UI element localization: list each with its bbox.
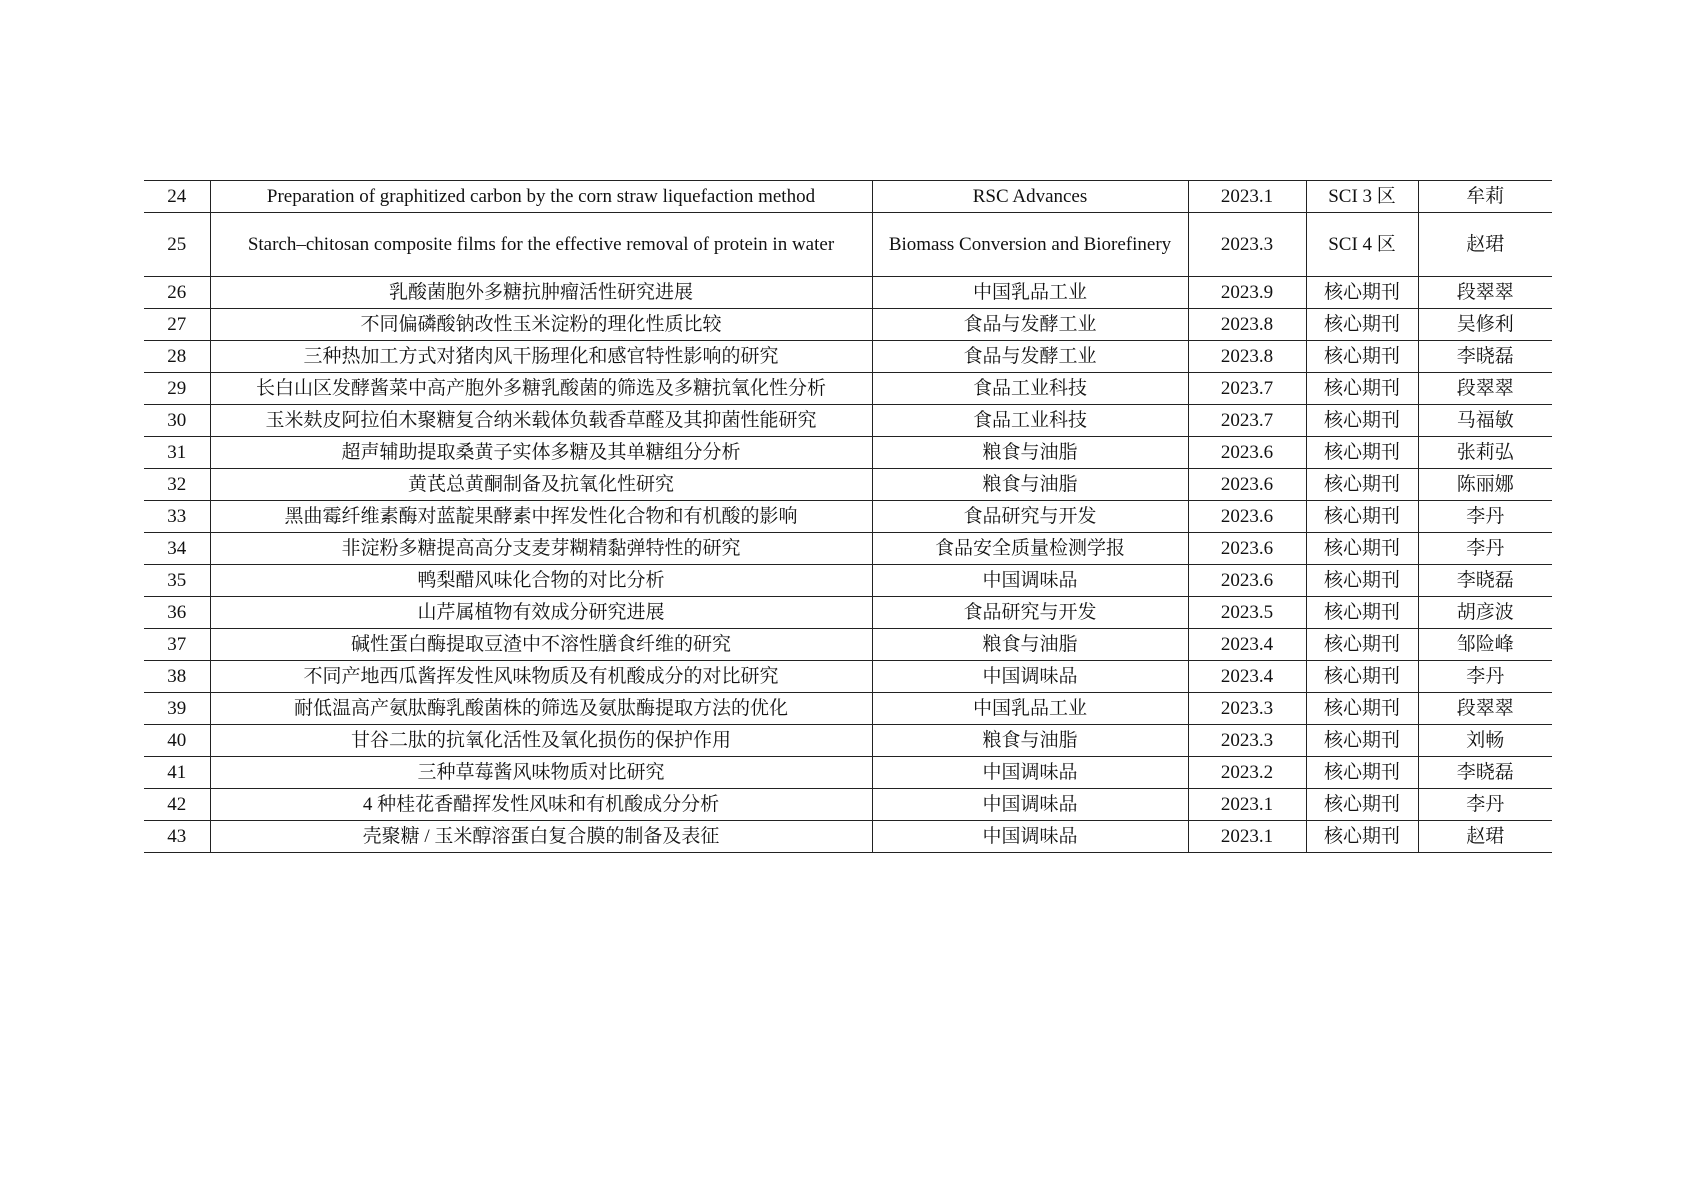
journal-level-cell: 核心期刊: [1306, 469, 1418, 501]
table-row: [144, 341, 1552, 373]
journal-cell: 食品工业科技: [872, 373, 1188, 405]
journal-cell: 粮食与油脂: [872, 469, 1188, 501]
author-cell: 马福敏: [1418, 405, 1552, 437]
paper-title-cell: 不同产地西瓜酱挥发性风味物质及有机酸成分的对比研究: [210, 661, 872, 693]
row-number-cell: 42: [144, 789, 210, 821]
publish-date-cell: 2023.6: [1188, 533, 1306, 565]
row-number-cell: 27: [144, 309, 210, 341]
publish-date-cell: 2023.3: [1188, 693, 1306, 725]
author-cell: 段翠翠: [1418, 373, 1552, 405]
paper-title-cell: 不同偏磷酸钠改性玉米淀粉的理化性质比较: [210, 309, 872, 341]
paper-title-cell: 鸭梨醋风味化合物的对比分析: [210, 565, 872, 597]
journal-level-cell: 核心期刊: [1306, 565, 1418, 597]
publish-date-cell: 2023.7: [1188, 373, 1306, 405]
journal-cell: 食品与发酵工业: [872, 341, 1188, 373]
publish-date-cell: 2023.1: [1188, 789, 1306, 821]
author-cell: 赵珺: [1418, 821, 1552, 853]
author-cell: 胡彦波: [1418, 597, 1552, 629]
journal-level-cell: 核心期刊: [1306, 757, 1418, 789]
publish-date-cell: 2023.6: [1188, 565, 1306, 597]
row-number-cell: 37: [144, 629, 210, 661]
table-row: [144, 789, 1552, 821]
row-number-cell: 38: [144, 661, 210, 693]
journal-cell: 中国调味品: [872, 821, 1188, 853]
row-number-cell: 40: [144, 725, 210, 757]
table-row: [144, 757, 1552, 789]
row-number-cell: 43: [144, 821, 210, 853]
journal-cell: 粮食与油脂: [872, 725, 1188, 757]
row-number-cell: 33: [144, 501, 210, 533]
table-row: [144, 661, 1552, 693]
journal-cell: Biomass Conversion and Biorefinery: [872, 213, 1188, 277]
journal-cell: 食品研究与开发: [872, 501, 1188, 533]
author-cell: 邹险峰: [1418, 629, 1552, 661]
row-number-cell: 36: [144, 597, 210, 629]
table-row: [144, 437, 1552, 469]
author-cell: 李晓磊: [1418, 757, 1552, 789]
publish-date-cell: 2023.2: [1188, 757, 1306, 789]
journal-level-cell: 核心期刊: [1306, 373, 1418, 405]
journal-level-cell: 核心期刊: [1306, 533, 1418, 565]
author-cell: 吴修利: [1418, 309, 1552, 341]
publish-date-cell: 2023.3: [1188, 725, 1306, 757]
journal-level-cell: 核心期刊: [1306, 501, 1418, 533]
journal-level-cell: 核心期刊: [1306, 661, 1418, 693]
journal-level-cell: 核心期刊: [1306, 725, 1418, 757]
journal-cell: 中国调味品: [872, 565, 1188, 597]
publish-date-cell: 2023.5: [1188, 597, 1306, 629]
author-cell: 张莉弘: [1418, 437, 1552, 469]
publish-date-cell: 2023.9: [1188, 277, 1306, 309]
journal-level-cell: 核心期刊: [1306, 309, 1418, 341]
publications-table: [144, 180, 1552, 853]
paper-title-cell: 黑曲霉纤维素酶对蓝靛果酵素中挥发性化合物和有机酸的影响: [210, 501, 872, 533]
author-cell: 李晓磊: [1418, 565, 1552, 597]
table-row: [144, 309, 1552, 341]
paper-title-cell: 三种热加工方式对猪肉风干肠理化和感官特性影响的研究: [210, 341, 872, 373]
author-cell: 李丹: [1418, 501, 1552, 533]
paper-title-cell: 长白山区发酵酱菜中高产胞外多糖乳酸菌的筛选及多糖抗氧化性分析: [210, 373, 872, 405]
paper-title-cell: Preparation of graphitized carbon by the corn straw liquefaction method: [210, 181, 872, 213]
journal-cell: 粮食与油脂: [872, 437, 1188, 469]
author-cell: 李丹: [1418, 661, 1552, 693]
journal-level-cell: 核心期刊: [1306, 437, 1418, 469]
publish-date-cell: 2023.6: [1188, 501, 1306, 533]
journal-cell: 中国调味品: [872, 789, 1188, 821]
publish-date-cell: 2023.4: [1188, 661, 1306, 693]
table-row: [144, 277, 1552, 309]
journal-level-cell: 核心期刊: [1306, 597, 1418, 629]
author-cell: 刘畅: [1418, 725, 1552, 757]
journal-cell: 粮食与油脂: [872, 629, 1188, 661]
paper-title-cell: 4 种桂花香醋挥发性风味和有机酸成分分析: [210, 789, 872, 821]
publish-date-cell: 2023.3: [1188, 213, 1306, 277]
journal-level-cell: 核心期刊: [1306, 405, 1418, 437]
paper-title-cell: 壳聚糖 / 玉米醇溶蛋白复合膜的制备及表征: [210, 821, 872, 853]
paper-title-cell: 三种草莓酱风味物质对比研究: [210, 757, 872, 789]
table-row: [144, 693, 1552, 725]
row-number-cell: 35: [144, 565, 210, 597]
table-row: [144, 501, 1552, 533]
table-row: [144, 469, 1552, 501]
table-row: [144, 181, 1552, 213]
journal-cell: 食品安全质量检测学报: [872, 533, 1188, 565]
journal-level-cell: 核心期刊: [1306, 821, 1418, 853]
journal-level-cell: 核心期刊: [1306, 277, 1418, 309]
journal-cell: 中国调味品: [872, 757, 1188, 789]
journal-cell: RSC Advances: [872, 181, 1188, 213]
paper-title-cell: 耐低温高产氨肽酶乳酸菌株的筛选及氨肽酶提取方法的优化: [210, 693, 872, 725]
publications-table-body: [144, 181, 1552, 853]
journal-level-cell: 核心期刊: [1306, 693, 1418, 725]
author-cell: 陈丽娜: [1418, 469, 1552, 501]
publish-date-cell: 2023.6: [1188, 469, 1306, 501]
author-cell: 段翠翠: [1418, 693, 1552, 725]
journal-level-cell: SCI 4 区: [1306, 213, 1418, 277]
paper-title-cell: 甘谷二肽的抗氧化活性及氧化损伤的保护作用: [210, 725, 872, 757]
author-cell: 段翠翠: [1418, 277, 1552, 309]
publish-date-cell: 2023.7: [1188, 405, 1306, 437]
publish-date-cell: 2023.1: [1188, 821, 1306, 853]
publish-date-cell: 2023.1: [1188, 181, 1306, 213]
journal-level-cell: 核心期刊: [1306, 341, 1418, 373]
paper-title-cell: 非淀粉多糖提高高分支麦芽糊精黏弹特性的研究: [210, 533, 872, 565]
table-row: [144, 533, 1552, 565]
paper-title-cell: Starch–chitosan composite films for the effective removal of protein in water: [210, 213, 872, 277]
paper-title-cell: 黄芪总黄酮制备及抗氧化性研究: [210, 469, 872, 501]
row-number-cell: 29: [144, 373, 210, 405]
row-number-cell: 31: [144, 437, 210, 469]
table-row: [144, 821, 1552, 853]
journal-level-cell: 核心期刊: [1306, 629, 1418, 661]
table-row: [144, 213, 1552, 277]
table-row: [144, 565, 1552, 597]
row-number-cell: 28: [144, 341, 210, 373]
table-row: [144, 725, 1552, 757]
author-cell: 赵珺: [1418, 213, 1552, 277]
journal-cell: 中国调味品: [872, 661, 1188, 693]
journal-level-cell: 核心期刊: [1306, 789, 1418, 821]
journal-cell: 食品研究与开发: [872, 597, 1188, 629]
row-number-cell: 26: [144, 277, 210, 309]
table-row: [144, 597, 1552, 629]
author-cell: 李晓磊: [1418, 341, 1552, 373]
publish-date-cell: 2023.8: [1188, 341, 1306, 373]
row-number-cell: 39: [144, 693, 210, 725]
publish-date-cell: 2023.4: [1188, 629, 1306, 661]
paper-title-cell: 碱性蛋白酶提取豆渣中不溶性膳食纤维的研究: [210, 629, 872, 661]
journal-level-cell: SCI 3 区: [1306, 181, 1418, 213]
journal-cell: 中国乳品工业: [872, 693, 1188, 725]
row-number-cell: 32: [144, 469, 210, 501]
author-cell: 牟莉: [1418, 181, 1552, 213]
row-number-cell: 30: [144, 405, 210, 437]
table-row: [144, 629, 1552, 661]
paper-title-cell: 玉米麸皮阿拉伯木聚糖复合纳米载体负载香草醛及其抑菌性能研究: [210, 405, 872, 437]
paper-title-cell: 超声辅助提取桑黄子实体多糖及其单糖组分分析: [210, 437, 872, 469]
journal-cell: 食品工业科技: [872, 405, 1188, 437]
author-cell: 李丹: [1418, 789, 1552, 821]
paper-title-cell: 乳酸菌胞外多糖抗肿瘤活性研究进展: [210, 277, 872, 309]
row-number-cell: 24: [144, 181, 210, 213]
table-row: [144, 373, 1552, 405]
row-number-cell: 41: [144, 757, 210, 789]
table-row: [144, 405, 1552, 437]
publish-date-cell: 2023.8: [1188, 309, 1306, 341]
row-number-cell: 34: [144, 533, 210, 565]
publish-date-cell: 2023.6: [1188, 437, 1306, 469]
author-cell: 李丹: [1418, 533, 1552, 565]
row-number-cell: 25: [144, 213, 210, 277]
journal-cell: 中国乳品工业: [872, 277, 1188, 309]
paper-title-cell: 山芹属植物有效成分研究进展: [210, 597, 872, 629]
journal-cell: 食品与发酵工业: [872, 309, 1188, 341]
